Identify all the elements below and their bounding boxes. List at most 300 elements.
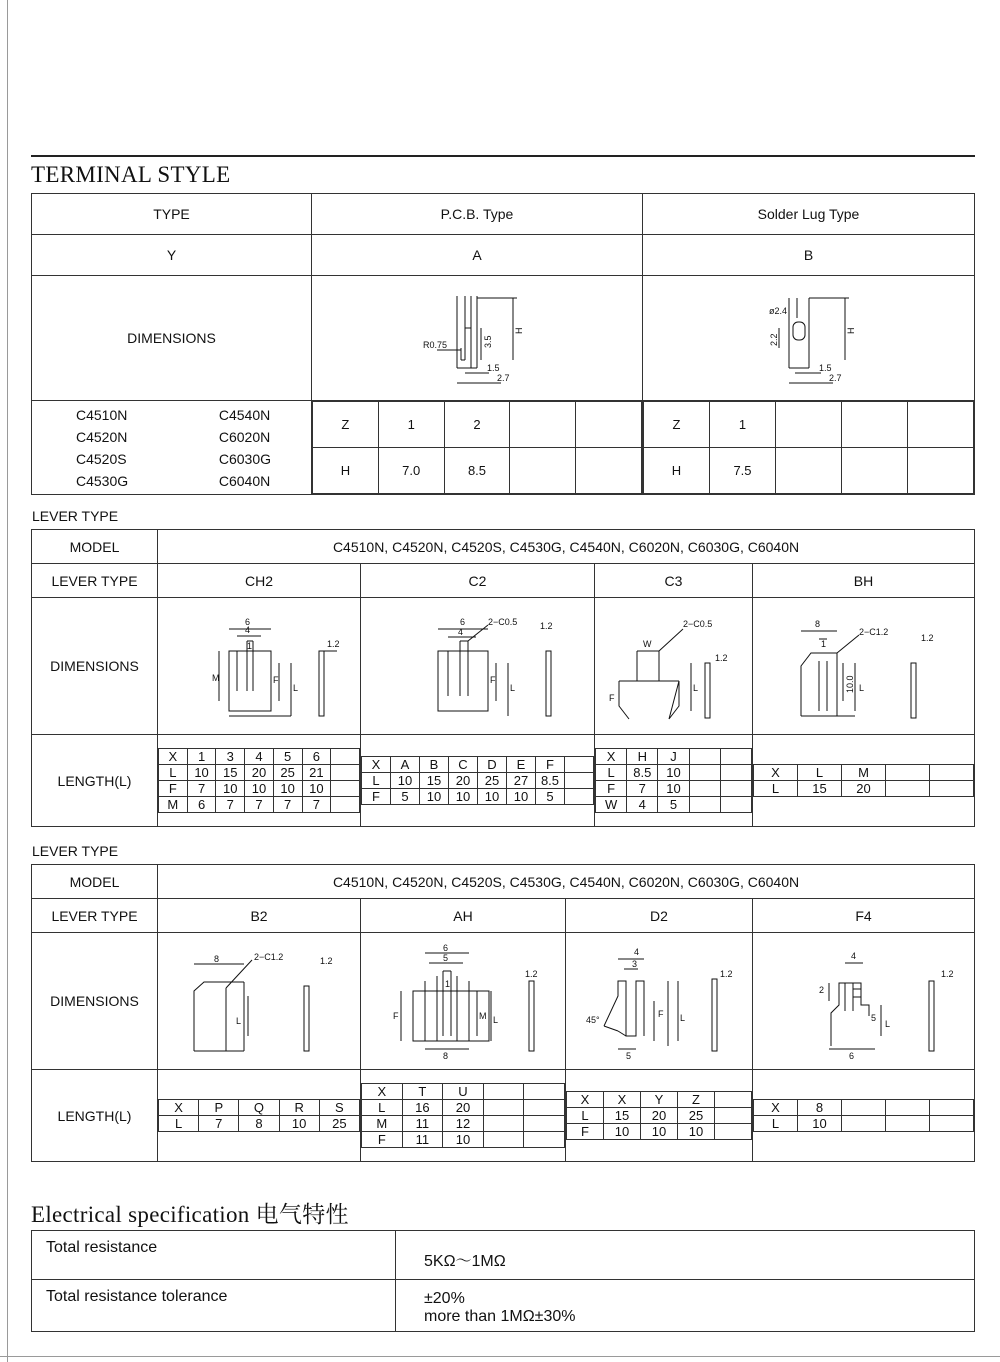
- cell: [842, 448, 908, 494]
- ah-dim-8: 8: [443, 1051, 449, 1061]
- model-item: C4510N: [76, 406, 128, 423]
- cell: [908, 448, 974, 494]
- ah-drawing: [361, 933, 566, 1070]
- cell: 15: [798, 781, 842, 797]
- cell: [689, 749, 720, 765]
- c3-length-cell: [595, 735, 753, 827]
- cell: Q: [239, 1100, 279, 1116]
- pcb-terminal-drawing-svg: [417, 288, 537, 388]
- cell: 10: [443, 1132, 484, 1148]
- cell: F: [362, 1132, 403, 1148]
- c3-dim-f: F: [608, 693, 614, 703]
- cell: 25: [319, 1116, 359, 1132]
- terminal-style-table: [31, 193, 975, 495]
- cell: [720, 765, 751, 781]
- ch2-dim-m: M: [212, 673, 220, 683]
- cell: H: [313, 448, 379, 494]
- cell: Z: [644, 402, 710, 448]
- dimensions-label: DIMENSIONS: [32, 276, 312, 401]
- ah-dim-1-2: 1.2: [525, 969, 538, 979]
- cell: E: [507, 757, 536, 773]
- cell: L: [159, 765, 188, 781]
- cell: 10: [658, 781, 689, 797]
- cell: 7: [187, 781, 216, 797]
- cell: [689, 781, 720, 797]
- cell: 10: [507, 789, 536, 805]
- cell: 11: [402, 1132, 443, 1148]
- cell: [689, 797, 720, 813]
- cell: [842, 1116, 886, 1132]
- model-item: C4530G: [76, 472, 129, 489]
- cell: 4: [245, 749, 274, 765]
- cell: 6: [302, 749, 331, 765]
- cell: [576, 402, 642, 448]
- ch2-dim-4: 4: [245, 625, 251, 635]
- terminal-model-list: [32, 401, 312, 495]
- lug-dim-1-5: 1.5: [818, 363, 832, 373]
- d2-dim-3: 3: [632, 959, 638, 969]
- cell: F: [596, 781, 627, 797]
- b2-chamfer: 2−C1.2: [254, 952, 284, 962]
- lug-terminal-drawing-svg: [749, 288, 869, 388]
- cell: 10: [273, 781, 302, 797]
- cell: [930, 781, 974, 797]
- lever-ah: AH: [361, 899, 566, 933]
- cell: 1: [187, 749, 216, 765]
- length-label: LENGTH(L): [32, 1070, 158, 1162]
- cell: L: [567, 1108, 604, 1124]
- cell: 15: [604, 1108, 641, 1124]
- cell: 10: [302, 781, 331, 797]
- bh-length-cell: [753, 735, 975, 827]
- page-border-bottom: [0, 1356, 1000, 1357]
- cell: 4: [627, 797, 658, 813]
- model-item: C4540N: [218, 406, 271, 423]
- type-code-y: Y: [32, 235, 312, 276]
- lever-ch2: CH2: [158, 564, 361, 598]
- c2-dim-4: 4: [457, 627, 463, 637]
- tolerance-value-line-1: ±20%: [424, 1289, 465, 1307]
- ah-dim-5: 5: [443, 953, 449, 963]
- tolerance-label: Total resistance tolerance: [32, 1280, 396, 1332]
- c3-dim-l: L: [692, 683, 698, 693]
- lever-c2: C2: [361, 564, 595, 598]
- cell: 6: [187, 797, 216, 813]
- cell: X: [754, 765, 798, 781]
- cell: [720, 781, 751, 797]
- tolerance-value: [396, 1280, 975, 1332]
- c3-drawing-svg: [599, 611, 749, 721]
- b2-drawing: [158, 933, 361, 1070]
- lever-type-2-table: [31, 864, 975, 1162]
- cell: 20: [842, 781, 886, 797]
- lever-d2: D2: [566, 899, 753, 933]
- cell: 15: [216, 765, 245, 781]
- cell: [720, 749, 751, 765]
- cell: [776, 448, 842, 494]
- cell: 7: [627, 781, 658, 797]
- cell: F: [362, 789, 391, 805]
- cell: Z: [313, 402, 379, 448]
- pcb-type-header: P.C.B. Type: [312, 194, 643, 235]
- cell: X: [159, 1100, 199, 1116]
- cell: 10: [216, 781, 245, 797]
- ah-length-table: [361, 1083, 565, 1148]
- bh-drawing: [753, 598, 975, 735]
- c3-dim-w: W: [642, 639, 651, 649]
- c2-length-cell: [361, 735, 595, 827]
- lever-type-1-title: LEVER TYPE: [32, 508, 119, 524]
- lever-bh: BH: [753, 564, 975, 598]
- cell: 10: [245, 781, 274, 797]
- pcb-radius-label: R0.75: [423, 340, 448, 350]
- cell: L: [754, 1116, 798, 1132]
- ch2-drawing-svg: [179, 611, 339, 721]
- cell: 10: [678, 1124, 715, 1140]
- ah-dim-1: 1: [445, 979, 451, 989]
- cell: 7: [216, 797, 245, 813]
- cell: [483, 1116, 524, 1132]
- cell: 7.0: [378, 448, 444, 494]
- cell: 1: [710, 402, 776, 448]
- lever-b2: B2: [158, 899, 361, 933]
- cell: 25: [273, 765, 302, 781]
- ch2-drawing: [158, 598, 361, 735]
- cell: [483, 1084, 524, 1100]
- lug-dia-label: ø2.4: [768, 306, 787, 316]
- type-code-a: A: [312, 235, 643, 276]
- b2-dim-l: L: [236, 1016, 242, 1026]
- pcb-zh-table: [312, 401, 642, 494]
- ah-length-cell: [361, 1070, 566, 1162]
- dimensions-label: DIMENSIONS: [32, 598, 158, 735]
- cell: 10: [279, 1116, 319, 1132]
- cell: R: [279, 1100, 319, 1116]
- ch2-dim-1: 1: [247, 641, 253, 651]
- c3-chamfer: 2−C0.5: [682, 619, 712, 629]
- cell: L: [362, 773, 391, 789]
- d2-dim-5: 5: [626, 1051, 632, 1061]
- lug-zh-cell: [643, 401, 975, 495]
- cell: B: [420, 757, 449, 773]
- d2-angle-45: 45°: [586, 1015, 600, 1025]
- c2-dim-6: 6: [459, 617, 465, 627]
- cell: M: [842, 765, 886, 781]
- cell: [565, 773, 594, 789]
- b2-dim-1-2: 1.2: [320, 956, 333, 966]
- d2-dim-f: F: [658, 1009, 664, 1019]
- cell: X: [567, 1092, 604, 1108]
- cell: 25: [678, 1108, 715, 1124]
- f4-dim-6: 6: [848, 1051, 854, 1061]
- cell: X: [754, 1100, 798, 1116]
- cell: J: [658, 749, 689, 765]
- cell: F: [159, 781, 188, 797]
- c2-dim-l: L: [509, 683, 515, 693]
- cell: X: [362, 1084, 403, 1100]
- lever-type-1-table: [31, 529, 975, 827]
- cell: 10: [420, 789, 449, 805]
- length-label: LENGTH(L): [32, 735, 158, 827]
- cell: [524, 1132, 565, 1148]
- cell: 8.5: [627, 765, 658, 781]
- ah-drawing-svg: [373, 941, 553, 1061]
- cell: X: [159, 749, 188, 765]
- pcb-dim-h: H: [514, 327, 524, 334]
- bh-dim-l: L: [858, 683, 864, 693]
- model-item: C6030G: [218, 450, 271, 467]
- ch2-length-cell: [158, 735, 361, 827]
- cell: 21: [302, 765, 331, 781]
- cell: [908, 402, 974, 448]
- electrical-spec-title: Electrical specification 电气特性: [31, 1202, 349, 1227]
- bh-dim-10: 10.0: [844, 675, 855, 693]
- electrical-spec-table: [31, 1230, 975, 1332]
- cell: 10: [658, 765, 689, 781]
- cell: 7: [273, 797, 302, 813]
- cell: [565, 757, 594, 773]
- cell: L: [362, 1100, 403, 1116]
- cell: 16: [402, 1100, 443, 1116]
- lever-type-label: LEVER TYPE: [32, 564, 158, 598]
- cell: [886, 765, 930, 781]
- f4-dim-4: 4: [850, 951, 856, 961]
- cell: 8: [798, 1100, 842, 1116]
- cell: [776, 402, 842, 448]
- cell: T: [402, 1084, 443, 1100]
- cell: P: [199, 1100, 239, 1116]
- f4-length-table: [753, 1099, 974, 1132]
- cell: X: [362, 757, 391, 773]
- d2-length-table: [566, 1091, 752, 1140]
- cell: C: [449, 757, 478, 773]
- cell: 15: [420, 773, 449, 789]
- pcb-dim-3-5: 3.5: [483, 335, 493, 348]
- cell: F: [536, 757, 565, 773]
- cell: 20: [443, 1100, 484, 1116]
- cell: 25: [478, 773, 507, 789]
- cell: [715, 1108, 752, 1124]
- c3-length-table: [595, 748, 752, 813]
- bh-dim-1-2: 1.2: [920, 633, 934, 643]
- c2-drawing: [361, 598, 595, 735]
- pcb-zh-cell: [312, 401, 643, 495]
- cell: [576, 448, 642, 494]
- cell: 7: [245, 797, 274, 813]
- cell: 10: [478, 789, 507, 805]
- c2-dim-1-2: 1.2: [539, 621, 553, 631]
- cell: Z: [678, 1092, 715, 1108]
- c2-length-table: [361, 756, 594, 805]
- cell: L: [798, 765, 842, 781]
- cell: 5: [273, 749, 302, 765]
- cell: [842, 1100, 886, 1116]
- c3-drawing: [595, 598, 753, 735]
- lug-zh-table: [643, 401, 974, 494]
- cell: 3: [216, 749, 245, 765]
- f4-dim-2: 2: [818, 985, 824, 995]
- ch2-dim-1-2: 1.2: [327, 639, 340, 649]
- cell: [331, 749, 360, 765]
- cell: W: [596, 797, 627, 813]
- cell: 8: [239, 1116, 279, 1132]
- cell: 8.5: [536, 773, 565, 789]
- model-list: C4510N, C4520N, C4520S, C4530G, C4540N, C6020N, C6030G, C6040N: [158, 530, 975, 564]
- solder-lug-header: Solder Lug Type: [643, 194, 975, 235]
- cell: M: [362, 1116, 403, 1132]
- cell: 11: [402, 1116, 443, 1132]
- total-resistance-value: 5KΩ～1MΩ: [396, 1231, 975, 1280]
- cell: 10: [449, 789, 478, 805]
- d2-dim-4: 4: [634, 947, 640, 957]
- model-item: C6020N: [218, 428, 271, 445]
- type-code-b: B: [643, 235, 975, 276]
- f4-dim-1-2: 1.2: [940, 969, 954, 979]
- pcb-dim-2-7: 2.7: [497, 373, 510, 383]
- cell: 7: [199, 1116, 239, 1132]
- f4-drawing: [753, 933, 975, 1070]
- cell: 10: [187, 765, 216, 781]
- cell: [524, 1116, 565, 1132]
- cell: [886, 1116, 930, 1132]
- cell: 10: [641, 1124, 678, 1140]
- cell: [715, 1092, 752, 1108]
- d2-dim-l: L: [680, 1013, 686, 1023]
- cell: [720, 797, 751, 813]
- cell: H: [627, 749, 658, 765]
- cell: [930, 1116, 974, 1132]
- ch2-dim-l: L: [293, 683, 299, 693]
- total-resistance-label: Total resistance: [32, 1231, 396, 1280]
- f4-drawing-svg: [779, 941, 954, 1061]
- cell: [930, 1100, 974, 1116]
- cell: 10: [604, 1124, 641, 1140]
- bh-dim-1: 1: [820, 639, 826, 649]
- cell: [483, 1132, 524, 1148]
- lug-dim-2-2: 2.2: [768, 333, 779, 346]
- type-header: TYPE: [32, 194, 312, 235]
- ch2-dim-6: 6: [245, 617, 251, 627]
- bh-dim-8: 8: [814, 619, 820, 629]
- model-label: MODEL: [32, 865, 158, 899]
- cell: 20: [641, 1108, 678, 1124]
- cell: [842, 402, 908, 448]
- d2-dim-1-2: 1.2: [720, 969, 733, 979]
- model-label: MODEL: [32, 530, 158, 564]
- c3-dim-1-2: 1.2: [714, 653, 728, 663]
- cell: 10: [391, 773, 420, 789]
- cell: 5: [536, 789, 565, 805]
- model-item: C6040N: [218, 472, 271, 489]
- ah-dim-l: L: [493, 1015, 499, 1025]
- cell: U: [443, 1084, 484, 1100]
- cell: 12: [443, 1116, 484, 1132]
- lug-dim-h: H: [845, 327, 856, 334]
- lever-c3: C3: [595, 564, 753, 598]
- f4-dim-5: 5: [870, 1013, 876, 1023]
- dimensions-label: DIMENSIONS: [32, 933, 158, 1070]
- model-list: C4510N, C4520N, C4520S, C4530G, C4540N, C6020N, C6030G, C6040N: [158, 865, 975, 899]
- c2-chamfer: 2−C0.5: [487, 617, 517, 627]
- cell: L: [159, 1116, 199, 1132]
- cell: L: [596, 765, 627, 781]
- bh-chamfer: 2−C1.2: [858, 627, 888, 637]
- cell: 1: [378, 402, 444, 448]
- cell: A: [391, 757, 420, 773]
- cell: [886, 781, 930, 797]
- lug-terminal-drawing: [643, 276, 975, 401]
- cell: 5: [391, 789, 420, 805]
- cell: M: [159, 797, 188, 813]
- bh-drawing-svg: [779, 611, 949, 721]
- cell: X: [596, 749, 627, 765]
- cell: [510, 448, 576, 494]
- d2-length-cell: [566, 1070, 753, 1162]
- f4-dim-l: L: [884, 1019, 890, 1029]
- ah-dim-6: 6: [443, 943, 449, 953]
- b2-length-table: [158, 1099, 360, 1132]
- cell: D: [478, 757, 507, 773]
- pcb-dim-1-5: 1.5: [487, 363, 500, 373]
- c2-dim-f: F: [489, 675, 495, 685]
- cell: [331, 781, 360, 797]
- ch2-dim-f: F: [273, 675, 279, 685]
- cell: [483, 1100, 524, 1116]
- cell: [524, 1100, 565, 1116]
- cell: H: [644, 448, 710, 494]
- cell: 8.5: [444, 448, 510, 494]
- cell: [886, 1100, 930, 1116]
- tolerance-value-line-2: more than 1MΩ±30%: [424, 1307, 576, 1325]
- section-divider: [31, 155, 975, 157]
- page-border-left: [7, 0, 8, 1362]
- cell: [510, 402, 576, 448]
- cell: 10: [798, 1116, 842, 1132]
- cell: 27: [507, 773, 536, 789]
- lug-dim-2-7: 2.7: [828, 373, 842, 383]
- cell: X: [604, 1092, 641, 1108]
- cell: 7: [302, 797, 331, 813]
- b2-dim-8: 8: [214, 954, 220, 964]
- f4-length-cell: [753, 1070, 975, 1162]
- model-item: C4520S: [76, 450, 127, 467]
- cell: 5: [658, 797, 689, 813]
- lever-type-2-title: LEVER TYPE: [32, 843, 119, 859]
- cell: [930, 765, 974, 781]
- cell: 20: [449, 773, 478, 789]
- cell: [689, 765, 720, 781]
- cell: [331, 765, 360, 781]
- lever-type-label: LEVER TYPE: [32, 899, 158, 933]
- cell: [715, 1124, 752, 1140]
- ch2-length-table: [158, 748, 360, 813]
- cell: [331, 797, 360, 813]
- bh-length-table: [753, 764, 974, 797]
- c2-drawing-svg: [388, 611, 568, 721]
- cell: 2: [444, 402, 510, 448]
- cell: Y: [641, 1092, 678, 1108]
- cell: 20: [245, 765, 274, 781]
- cell: [524, 1084, 565, 1100]
- cell: F: [567, 1124, 604, 1140]
- model-item: C4520N: [76, 428, 128, 445]
- d2-drawing: [566, 933, 753, 1070]
- cell: 7.5: [710, 448, 776, 494]
- b2-drawing-svg: [174, 946, 344, 1056]
- d2-drawing-svg: [574, 941, 744, 1061]
- pcb-terminal-drawing: [312, 276, 643, 401]
- lever-f4: F4: [753, 899, 975, 933]
